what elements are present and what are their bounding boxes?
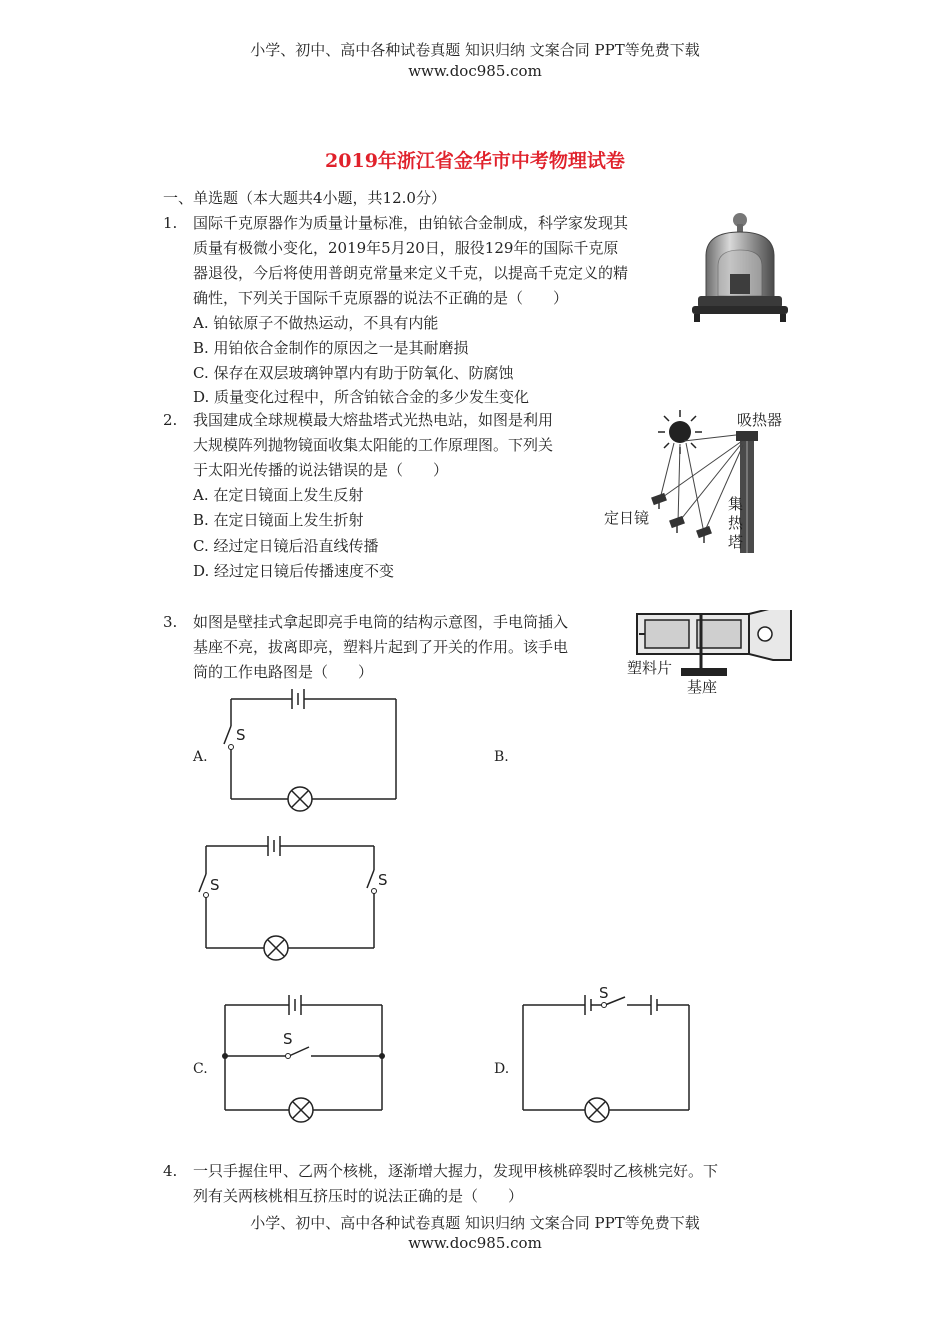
flashlight-diagram xyxy=(625,610,795,694)
question-1-option-b[interactable]: B. 用铂依合金制作的原因之一是其耐磨损 xyxy=(193,339,469,357)
question-2-option-a[interactable]: A. 在定日镜面上发生反射 xyxy=(193,486,364,504)
question-3-number: 3. xyxy=(163,613,178,631)
question-1-option-d[interactable]: D. 质量变化过程中，所含铂铱合金的多少发生变化 xyxy=(193,388,530,406)
question-1-line-1: 国际千克原器作为质量计量标准，由铂铱合金制成，科学家发现其 xyxy=(193,214,629,232)
tower-label-2: 热 xyxy=(728,514,744,532)
circuit-b-switch-label-right: S xyxy=(378,871,388,889)
circuit-b-switch-label-left: S xyxy=(210,876,220,894)
question-2-line-1: 我国建成全球规模最大熔盐塔式光热电站，如图是利用 xyxy=(193,411,554,429)
question-2-option-b[interactable]: B. 在定日镜面上发生折射 xyxy=(193,511,364,529)
question-1-option-c[interactable]: C. 保存在双层玻璃钟罩内有助于防氧化、防腐蚀 xyxy=(193,364,514,382)
question-2-line-2: 大规模阵列抛物镜面收集太阳能的工作原理图。下列关 xyxy=(193,436,554,454)
question-3-line-3: 筒的工作电路图是（ ） xyxy=(193,663,374,681)
absorber-label: 吸热器 xyxy=(737,411,783,429)
question-1-line-4: 确性，下列关于国际千克原器的说法不正确的是（ ） xyxy=(193,289,569,307)
page-title: 2019年浙江省金华市中考物理试卷 xyxy=(325,150,625,172)
footer-url[interactable]: www.doc985.com xyxy=(408,1234,542,1252)
question-4-line-1: 一只手握住甲、乙两个核桃，逐渐增大握力，发现甲核桃碎裂时乙核桃完好。下 xyxy=(193,1162,719,1180)
circuit-a-switch-label: S xyxy=(236,726,246,744)
solar-tower-diagram xyxy=(600,405,800,565)
section-heading: 一、单选题（本大题共4小题，共12.0分） xyxy=(163,189,446,207)
circuit-a-label[interactable]: A. xyxy=(193,749,208,765)
circuit-d-diagram xyxy=(515,985,700,1125)
mirror-label: 定日镜 xyxy=(604,509,650,527)
question-2-option-c[interactable]: C. 经过定日镜后沿直线传播 xyxy=(193,537,379,555)
circuit-b-diagram xyxy=(196,830,396,970)
question-3-line-1: 如图是壁挂式拿起即亮手电筒的结构示意图，手电筒插入 xyxy=(193,613,569,631)
header-line-1: 小学、初中、高中各种试卷真题 知识归纳 文案合同 PPT等免费下载 xyxy=(250,41,700,59)
header-url[interactable]: www.doc985.com xyxy=(408,62,542,80)
tower-label-1: 集 xyxy=(728,495,744,513)
circuit-d-label[interactable]: D. xyxy=(494,1061,510,1077)
question-1-option-a[interactable]: A. 铂铱原子不做热运动，不具有内能 xyxy=(193,314,439,332)
circuit-a-diagram xyxy=(220,680,410,815)
circuit-d-switch-label: S xyxy=(599,985,609,1002)
question-4-number: 4. xyxy=(163,1162,178,1180)
question-4-line-2: 列有关两核桃相互挤压时的说法正确的是（ ） xyxy=(193,1187,524,1205)
circuit-c-label[interactable]: C. xyxy=(193,1061,208,1077)
circuit-b-label[interactable]: B. xyxy=(494,749,509,765)
footer-line-1: 小学、初中、高中各种试卷真题 知识归纳 文案合同 PPT等免费下载 xyxy=(250,1214,700,1232)
question-1-line-2: 质量有极微小变化，2019年5月20日，服役129年的国际千克原 xyxy=(193,239,619,257)
circuit-c-diagram xyxy=(215,990,395,1125)
question-2-line-3: 于太阳光传播的说法错误的是（ ） xyxy=(193,461,449,479)
base-label: 基座 xyxy=(687,678,718,694)
question-1-number: 1. xyxy=(163,214,178,232)
kilogram-prototype-image xyxy=(688,210,792,326)
plastic-label: 塑料片 xyxy=(627,659,673,677)
question-2-number: 2. xyxy=(163,411,178,429)
question-1-line-3: 器退役，今后将使用普朗克常量来定义千克，以提高千克定义的精 xyxy=(193,264,629,282)
circuit-c-switch-label: S xyxy=(283,1030,293,1048)
question-3-line-2: 基座不亮，拔离即亮，塑料片起到了开关的作用。该手电 xyxy=(193,638,569,656)
question-2-option-d[interactable]: D. 经过定日镜后传播速度不变 xyxy=(193,562,395,580)
tower-label-3: 塔 xyxy=(728,533,744,551)
